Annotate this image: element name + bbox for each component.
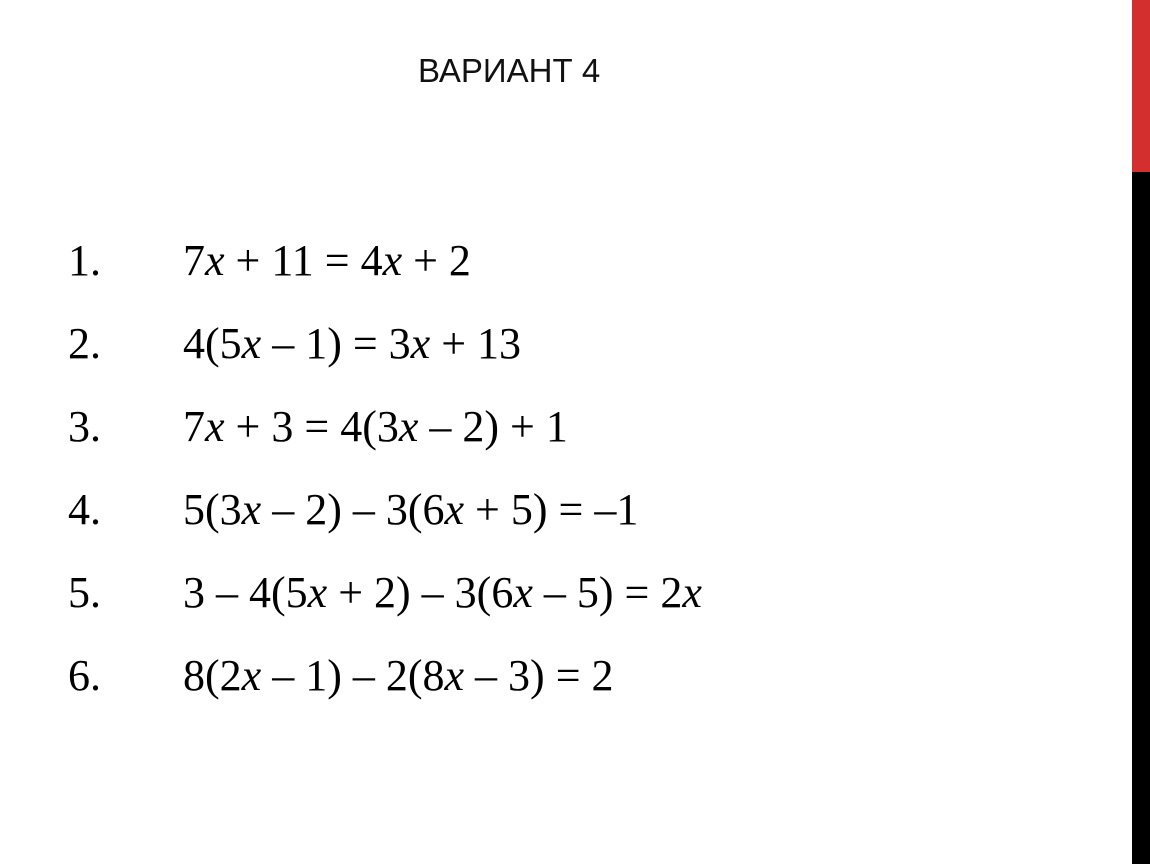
equation-text: 7x + 11 = 4x + 2 (183, 236, 471, 285)
equation-number: 2. (68, 319, 101, 368)
accent-bar-red (1132, 0, 1150, 172)
equation-number: 3. (68, 402, 101, 451)
equation-text: 3 – 4(5x + 2) – 3(6x – 5) = 2x (183, 568, 702, 617)
equation-number: 6. (68, 651, 101, 700)
equation-number: 4. (68, 485, 101, 534)
equation-text: 5(3x – 2) – 3(6x + 5) = –1 (183, 485, 639, 534)
slide-title: ВАРИАНТ 4 (418, 52, 601, 89)
equation-text: 4(5x – 1) = 3x + 13 (183, 319, 522, 368)
equation-text: 8(2x – 1) – 2(8x – 3) = 2 (183, 651, 614, 700)
accent-bar-black (1132, 172, 1150, 864)
equation-text: 7x + 3 = 4(3x – 2) + 1 (183, 402, 568, 451)
equation-number: 5. (68, 568, 101, 617)
equation-number: 1. (68, 236, 101, 285)
